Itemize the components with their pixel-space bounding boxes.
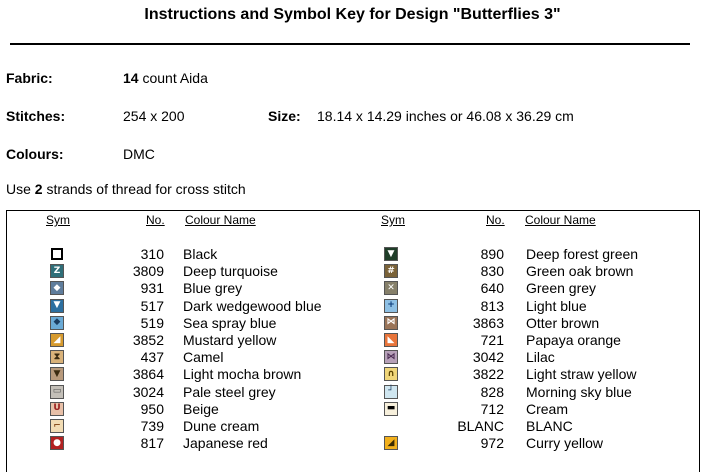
symbol-key-row [0, 315, 705, 332]
instruction-prefix: Use [6, 181, 31, 197]
circle-icon: ● [50, 436, 64, 450]
symbol-key-row [0, 401, 705, 418]
dmc-number: 3024 [132, 383, 164, 400]
dmc-number: 310 [140, 246, 164, 262]
corner-hook-icon: ⌐ [50, 419, 64, 433]
dmc-number: 3863 [472, 314, 504, 331]
dmc-number: 813 [480, 297, 504, 314]
colour-name: Dune cream [183, 418, 260, 434]
colour-name: Mustard yellow [183, 332, 277, 348]
colour-name: Beige [183, 400, 219, 417]
symbol-key-row [0, 263, 705, 280]
size-value: 18.14 x 14.29 inches or 46.08 x 36.29 cm [317, 108, 574, 124]
symbol-key-row [0, 366, 705, 383]
symbol-key-row [0, 332, 705, 349]
symbol-key-row [0, 384, 705, 401]
dmc-number: 828 [480, 383, 504, 400]
dmc-number: 950 [140, 400, 164, 417]
corner-hook-icon: ┘ [384, 385, 398, 399]
symbol-key-row [0, 349, 705, 366]
plus-icon: + [384, 299, 398, 313]
header-no-right: No. [486, 213, 505, 227]
header-sym-left: Sym [46, 213, 70, 227]
corner-triangle-icon: ◢ [50, 333, 64, 347]
colour-name: BLANC [526, 418, 573, 434]
colour-name: Light straw yellow [526, 366, 637, 383]
fabric-type: count Aida [142, 70, 208, 86]
colour-name: Lilac [526, 349, 555, 366]
header-sym-right: Sym [381, 213, 405, 227]
bowtie-icon: ⋈ [384, 350, 398, 364]
colour-name: Light mocha brown [183, 366, 302, 383]
triangle-down-icon: ▼ [50, 367, 64, 381]
symbol-key-row [0, 280, 705, 297]
corner-triangle-icon: ◢ [384, 436, 398, 450]
dmc-number: 517 [140, 297, 164, 314]
dmc-number: BLANC [457, 418, 504, 434]
corner-triangle-icon: ◣ [384, 333, 398, 347]
header-no-left: No. [146, 213, 165, 227]
colour-name: Light blue [526, 297, 587, 314]
fabric-label: Fabric: [6, 70, 53, 86]
colour-name: Japanese red [183, 435, 268, 452]
dmc-number: 972 [480, 435, 504, 452]
colour-name: Cream [526, 400, 569, 417]
colour-name: Blue grey [183, 280, 243, 297]
dmc-number: 3042 [472, 349, 504, 366]
colour-name: Deep turquoise [183, 263, 278, 280]
symbol-key-row [0, 418, 705, 435]
dmc-number: 519 [140, 314, 164, 331]
instruction-suffix: strands of thread for cross stitch [46, 181, 246, 197]
colour-name: Curry yellow [526, 435, 604, 452]
colour-name: Camel [183, 349, 224, 366]
dmc-number: 817 [140, 435, 164, 452]
hash-icon: # [384, 264, 398, 278]
stitches-label: Stitches: [6, 108, 66, 124]
diamond-icon: ◆ [50, 316, 64, 330]
dmc-number: 3864 [132, 366, 164, 383]
page-title: Instructions and Symbol Key for Design "Butterflies 3" [144, 6, 561, 23]
colour-name: Green oak brown [526, 263, 634, 280]
colours-value: DMC [123, 146, 155, 162]
bar-icon: ▬ [384, 402, 398, 416]
symbol-key-row [0, 435, 705, 452]
triangle-down-icon: ▼ [384, 247, 398, 261]
colour-name: Black [183, 246, 218, 262]
dmc-number: 437 [140, 349, 164, 366]
arch-icon: ∩ [384, 367, 398, 381]
colour-name: Dark wedgewood blue [183, 297, 322, 314]
z-icon: Z [50, 264, 64, 278]
title-underline [10, 43, 690, 45]
blank-icon [384, 419, 398, 433]
header-name-right: Colour Name [525, 213, 596, 227]
colours-label: Colours: [6, 146, 64, 162]
dmc-number: 830 [480, 263, 504, 280]
diamond-icon: ◆ [50, 281, 64, 295]
stitches-value: 254 x 200 [123, 108, 185, 124]
dmc-number: 3822 [472, 366, 504, 383]
strands-instruction [6, 181, 246, 197]
fabric-count: 14 [123, 70, 139, 86]
colour-name: Sea spray blue [183, 314, 277, 331]
symbol-key-row [0, 298, 705, 315]
hourglass-icon: ⧗ [50, 350, 64, 364]
dmc-number: 890 [480, 246, 504, 262]
dmc-number: 931 [140, 280, 164, 297]
dmc-number: 721 [480, 332, 504, 348]
rectangle-icon: ▭ [50, 385, 64, 399]
size-label: Size: [268, 108, 301, 124]
u-shape-icon: U [50, 402, 64, 416]
dmc-number: 640 [480, 280, 504, 297]
colour-name: Otter brown [526, 314, 600, 331]
bowtie-icon: ⋈ [384, 316, 398, 330]
colour-name: Pale steel grey [183, 383, 276, 400]
symbol-key-row [0, 246, 705, 263]
header-name-left: Colour Name [185, 213, 256, 227]
dmc-number: 712 [480, 400, 504, 417]
fabric-value [123, 70, 208, 86]
triangle-down-icon: ▼ [50, 299, 64, 313]
dmc-number: 739 [140, 418, 164, 434]
strand-count: 2 [34, 181, 43, 197]
cross-icon: ✕ [384, 281, 398, 295]
colour-name: Green grey [526, 280, 597, 297]
colour-name: Morning sky blue [526, 383, 632, 400]
dmc-number: 3852 [132, 332, 164, 348]
dmc-number: 3809 [132, 263, 164, 280]
colour-name: Papaya orange [526, 332, 621, 348]
colour-name: Deep forest green [526, 246, 639, 262]
